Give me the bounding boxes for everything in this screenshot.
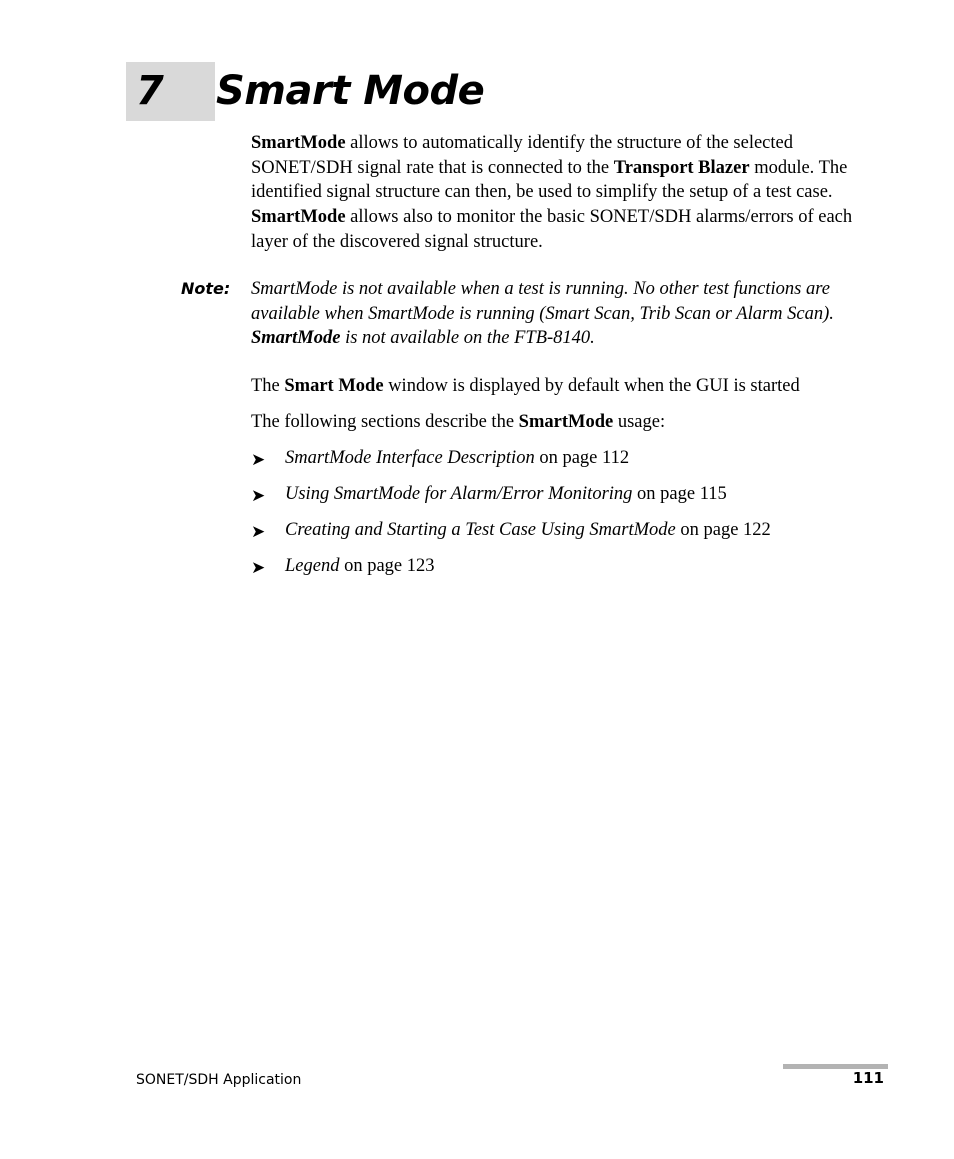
- note-text-1: SmartMode is not available when a test is running. No other test functions are available when SmartMode is running (Smart Scan, Trib Scan or Alarm Scan).: [251, 279, 834, 324]
- intro-text-2: module. The identified signal structure can then, be used to simplify the setup of a test case.: [251, 157, 848, 203]
- arrow-bullet-icon: ➤: [251, 486, 266, 505]
- intro-smartmode-term: SmartMode: [251, 133, 346, 153]
- smart-mode-text-2: window is displayed by default when the GUI is started: [383, 376, 800, 396]
- intro-smartmode-term-2: SmartMode: [251, 207, 346, 228]
- section-list-item: [251, 518, 771, 554]
- note-text-2: is not available on the FTB-8140.: [340, 328, 595, 349]
- sections-text-2: usage:: [613, 412, 666, 432]
- intro-paragraph: [251, 131, 891, 255]
- arrow-bullet-icon: ➤: [251, 522, 266, 541]
- smart-mode-text-1: The: [251, 376, 285, 396]
- sections-intro-paragraph: [251, 410, 891, 434]
- section-page-ref: on page 112: [534, 448, 630, 468]
- section-list-item: [251, 482, 771, 518]
- chapter-title: Smart Mode: [216, 68, 485, 114]
- section-link-creating-test-case[interactable]: Creating and Starting a Test Case Using SmartMode: [285, 520, 676, 540]
- section-link-interface-description[interactable]: SmartMode Interface Description: [285, 448, 535, 468]
- sections-smartmode-term: SmartMode: [518, 412, 614, 432]
- smart-mode-window-paragraph: [251, 374, 891, 398]
- section-list-item: [251, 446, 771, 482]
- sections-text-1: The following sections describe the: [251, 412, 519, 432]
- intro-text-1: allows to automatically identify the structure of the selected SONET/SDH signal rate that is connected to the: [251, 133, 793, 178]
- arrow-bullet-icon: ➤: [251, 558, 266, 577]
- smart-mode-term: Smart Mode: [284, 376, 384, 396]
- intro-text-3: allows also to monitor the basic SONET/SDH alarms/errors of each layer of the discovered signal structure.: [251, 207, 853, 252]
- note-label: Note:: [181, 279, 231, 298]
- section-page-ref: on page 123: [339, 556, 435, 576]
- footer-page-number: 111: [852, 1069, 884, 1087]
- note-smartmode-term: SmartMode: [251, 328, 341, 349]
- note-paragraph: [251, 277, 891, 351]
- section-list: [251, 446, 771, 590]
- intro-transport-blazer-term: Transport Blazer: [613, 157, 750, 178]
- section-link-legend[interactable]: Legend: [285, 556, 340, 576]
- section-list-item: [251, 554, 771, 590]
- arrow-bullet-icon: ➤: [251, 450, 266, 469]
- section-page-ref: on page 115: [632, 484, 727, 504]
- section-link-alarm-error-monitoring[interactable]: Using SmartMode for Alarm/Error Monitoring: [285, 484, 633, 504]
- chapter-number: 7: [136, 68, 164, 114]
- footer-manual-title: SONET/SDH Application: [136, 1072, 302, 1088]
- section-page-ref: on page 122: [675, 520, 771, 540]
